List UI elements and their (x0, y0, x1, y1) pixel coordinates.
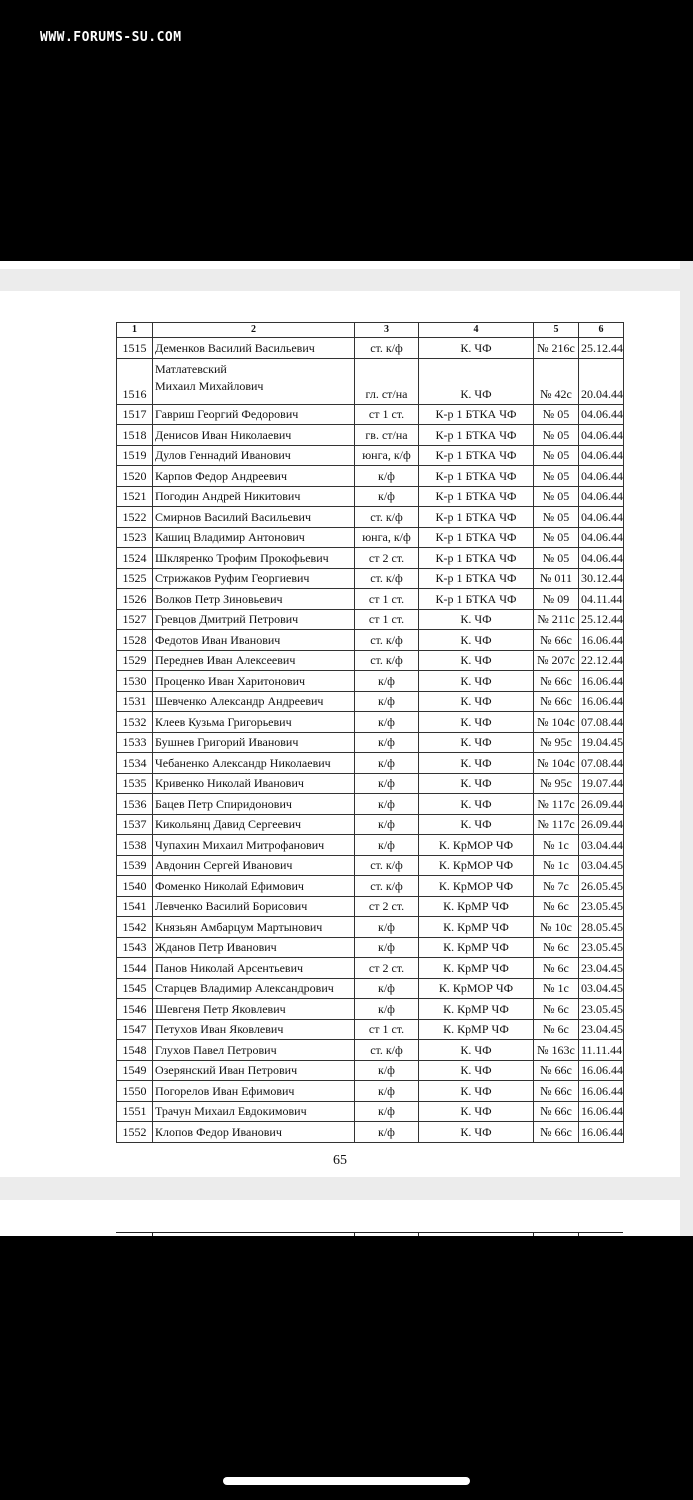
order-number: № 05 (534, 507, 579, 528)
rank-cell: к/ф (355, 712, 419, 733)
person-name: Шкляренко Трофим Прокофьевич (153, 548, 355, 569)
order-date: 26.09.44 (579, 794, 624, 815)
table-row (117, 1122, 624, 1143)
order-date: 04.11.44 (579, 589, 624, 610)
row-number: 1550 (117, 1081, 153, 1102)
rank-cell: ст 1 ст. (355, 589, 419, 610)
order-number: № 05 (534, 425, 579, 446)
person-name: Клеев Кузьма Григорьевич (153, 712, 355, 733)
table-row (117, 1040, 624, 1061)
order-number: № 7с (534, 876, 579, 897)
row-number: 1515 (117, 338, 153, 359)
unit-cell: К. КрМОР ЧФ (419, 835, 534, 856)
rank-cell: к/ф (355, 691, 419, 712)
order-date: 30.12.44 (579, 568, 624, 589)
table-row (117, 671, 624, 692)
row-number: 1534 (117, 753, 153, 774)
row-number: 1541 (117, 896, 153, 917)
order-date: 22.12.44 (579, 650, 624, 671)
table-row (117, 548, 624, 569)
rank-cell: к/ф (355, 978, 419, 999)
person-name: Карпов Федор Андреевич (153, 466, 355, 487)
order-number: № 6с (534, 937, 579, 958)
unit-cell: К. ЧФ (419, 1081, 534, 1102)
order-date: 23.04.45 (579, 958, 624, 979)
rank-cell: к/ф (355, 1081, 419, 1102)
order-number: № 66с (534, 691, 579, 712)
person-name: Погодин Андрей Никитович (153, 486, 355, 507)
unit-cell: К. КрМОР ЧФ (419, 876, 534, 897)
order-date: 03.04.45 (579, 978, 624, 999)
person-name: Волков Петр Зиновьевич (153, 589, 355, 610)
table-row (117, 1101, 624, 1122)
row-number: 1529 (117, 650, 153, 671)
order-date: 07.08.44 (579, 753, 624, 774)
row-number: 1522 (117, 507, 153, 528)
unit-cell: К. КрМОР ЧФ (419, 978, 534, 999)
rank-cell: к/ф (355, 999, 419, 1020)
unit-cell: К. ЧФ (419, 671, 534, 692)
row-number: 1551 (117, 1101, 153, 1122)
rank-cell: юнга, к/ф (355, 527, 419, 548)
order-date: 25.12.44 (579, 609, 624, 630)
rank-cell: ст. к/ф (355, 855, 419, 876)
table-row (117, 1060, 624, 1081)
order-date: 07.08.44 (579, 712, 624, 733)
table-row (117, 609, 624, 630)
rank-cell: ст 2 ст. (355, 958, 419, 979)
order-number: № 6с (534, 1019, 579, 1040)
order-number: № 011 (534, 568, 579, 589)
unit-cell: К. ЧФ (419, 630, 534, 651)
table-row (117, 358, 624, 404)
person-name (153, 358, 355, 404)
table-row (117, 338, 624, 359)
order-date: 16.06.44 (579, 1101, 624, 1122)
rank-cell: ст 2 ст. (355, 896, 419, 917)
person-name: Глухов Павел Петрович (153, 1040, 355, 1061)
order-number: № 66с (534, 671, 579, 692)
unit-cell: К. ЧФ (419, 358, 534, 404)
unit-cell: К. ЧФ (419, 691, 534, 712)
order-date: 16.06.44 (579, 1081, 624, 1102)
order-date: 19.07.44 (579, 773, 624, 794)
rank-cell: к/ф (355, 794, 419, 815)
row-number: 1543 (117, 937, 153, 958)
col-header-1: 1 (117, 323, 153, 338)
document-page (0, 291, 680, 1177)
roster-table (116, 322, 624, 1143)
rank-cell: к/ф (355, 814, 419, 835)
row-number: 1517 (117, 404, 153, 425)
person-name: Кривенко Николай Иванович (153, 773, 355, 794)
row-number: 1549 (117, 1060, 153, 1081)
person-name: Князьян Амбарцум Мартынович (153, 917, 355, 938)
table-row (117, 978, 624, 999)
row-number: 1527 (117, 609, 153, 630)
table-row (117, 650, 624, 671)
rank-cell: к/ф (355, 1060, 419, 1081)
table-row (117, 773, 624, 794)
page-number: 65 (333, 1153, 347, 1168)
order-date: 04.06.44 (579, 404, 624, 425)
table-row (117, 466, 624, 487)
row-number: 1519 (117, 445, 153, 466)
order-number: № 95с (534, 732, 579, 753)
previous-page-edge (0, 261, 680, 269)
unit-cell: К. ЧФ (419, 1060, 534, 1081)
row-number: 1539 (117, 855, 153, 876)
order-number: № 09 (534, 589, 579, 610)
order-number: № 66с (534, 1101, 579, 1122)
order-date: 11.11.44 (579, 1040, 624, 1061)
rank-cell: ст. к/ф (355, 568, 419, 589)
order-date: 16.06.44 (579, 630, 624, 651)
order-number: № 211с (534, 609, 579, 630)
rank-cell: к/ф (355, 671, 419, 692)
order-date: 03.04.44 (579, 835, 624, 856)
col-header-2: 2 (153, 323, 355, 338)
row-number: 1548 (117, 1040, 153, 1061)
rank-cell: ст. к/ф (355, 630, 419, 651)
person-name: Чебаненко Александр Николаевич (153, 753, 355, 774)
order-date: 04.06.44 (579, 486, 624, 507)
order-date: 04.06.44 (579, 425, 624, 446)
col-header-5: 5 (534, 323, 579, 338)
order-date: 04.06.44 (579, 507, 624, 528)
unit-cell: К. КрМР ЧФ (419, 1019, 534, 1040)
rank-cell: к/ф (355, 1122, 419, 1143)
order-date: 23.05.45 (579, 937, 624, 958)
order-date: 25.12.44 (579, 338, 624, 359)
order-number: № 66с (534, 630, 579, 651)
order-number: № 6с (534, 958, 579, 979)
row-number: 1528 (117, 630, 153, 651)
table-body (117, 338, 624, 1143)
order-number: № 66с (534, 1060, 579, 1081)
table-row (117, 937, 624, 958)
person-name: Чупахин Михаил Митрофанович (153, 835, 355, 856)
row-number: 1547 (117, 1019, 153, 1040)
row-number: 1533 (117, 732, 153, 753)
unit-cell: К. ЧФ (419, 773, 534, 794)
table-row (117, 958, 624, 979)
row-number: 1521 (117, 486, 153, 507)
person-name: Погорелов Иван Ефимович (153, 1081, 355, 1102)
row-number: 1552 (117, 1122, 153, 1143)
order-number: № 95с (534, 773, 579, 794)
rank-cell: к/ф (355, 486, 419, 507)
order-number: № 207с (534, 650, 579, 671)
unit-cell: К. КрМР ЧФ (419, 917, 534, 938)
rank-cell: к/ф (355, 466, 419, 487)
table-row (117, 527, 624, 548)
order-number: № 1с (534, 835, 579, 856)
unit-cell: К. ЧФ (419, 1101, 534, 1122)
row-number: 1545 (117, 978, 153, 999)
person-name: Клопов Федор Иванович (153, 1122, 355, 1143)
table-header (117, 323, 624, 338)
order-date: 26.05.45 (579, 876, 624, 897)
row-number: 1526 (117, 589, 153, 610)
rank-cell: гв. ст/на (355, 425, 419, 446)
header-row (117, 323, 624, 338)
unit-cell: К. КрМР ЧФ (419, 937, 534, 958)
person-name: Шевченко Александр Андреевич (153, 691, 355, 712)
person-name: Бацев Петр Спиридонович (153, 794, 355, 815)
table-row (117, 507, 624, 528)
person-name: Авдонин Сергей Иванович (153, 855, 355, 876)
person-name: Проценко Иван Харитонович (153, 671, 355, 692)
row-number: 1540 (117, 876, 153, 897)
row-number: 1525 (117, 568, 153, 589)
order-number: № 05 (534, 527, 579, 548)
unit-cell: К. КрМОР ЧФ (419, 855, 534, 876)
row-number: 1523 (117, 527, 153, 548)
person-name: Гревцов Дмитрий Петрович (153, 609, 355, 630)
order-date: 04.06.44 (579, 527, 624, 548)
table-row (117, 999, 624, 1020)
col-header-6: 6 (579, 323, 624, 338)
person-name: Озерянский Иван Петрович (153, 1060, 355, 1081)
col-header-4: 4 (419, 323, 534, 338)
person-name: Шевгеня Петр Яковлевич (153, 999, 355, 1020)
order-date: 16.06.44 (579, 671, 624, 692)
table-row (117, 876, 624, 897)
order-number: № 05 (534, 404, 579, 425)
unit-cell: К-р 1 БТКА ЧФ (419, 589, 534, 610)
next-page-edge (0, 1200, 680, 1236)
unit-cell: К. КрМР ЧФ (419, 999, 534, 1020)
row-number: 1531 (117, 691, 153, 712)
order-date: 04.06.44 (579, 445, 624, 466)
order-date: 23.05.45 (579, 896, 624, 917)
person-name-line1: Матлатевский (155, 361, 227, 376)
person-name: Петухов Иван Яковлевич (153, 1019, 355, 1040)
table-row (117, 855, 624, 876)
table-row (117, 691, 624, 712)
rank-cell: ст. к/ф (355, 338, 419, 359)
next-table-top-rule (116, 1232, 623, 1233)
row-number: 1524 (117, 548, 153, 569)
row-number: 1546 (117, 999, 153, 1020)
table-row (117, 896, 624, 917)
order-number: № 66с (534, 1081, 579, 1102)
table-row (117, 712, 624, 733)
row-number: 1535 (117, 773, 153, 794)
order-number: № 10с (534, 917, 579, 938)
rank-cell: к/ф (355, 732, 419, 753)
order-number: № 42с (534, 358, 579, 404)
unit-cell: К. ЧФ (419, 753, 534, 774)
order-number: № 163с (534, 1040, 579, 1061)
order-number: № 216с (534, 338, 579, 359)
order-date: 16.06.44 (579, 1122, 624, 1143)
person-name: Кашиц Владимир Антонович (153, 527, 355, 548)
rank-cell: гл. ст/на (355, 358, 419, 404)
row-number: 1542 (117, 917, 153, 938)
table-row (117, 732, 624, 753)
person-name: Деменков Василий Васильевич (153, 338, 355, 359)
row-number: 1538 (117, 835, 153, 856)
row-number: 1516 (117, 358, 153, 404)
table-row (117, 630, 624, 651)
table-row (117, 753, 624, 774)
order-date: 26.09.44 (579, 814, 624, 835)
rank-cell: ст 2 ст. (355, 548, 419, 569)
order-date: 19.04.45 (579, 732, 624, 753)
rank-cell: ст. к/ф (355, 1040, 419, 1061)
table-row (117, 486, 624, 507)
person-name: Панов Николай Арсентьевич (153, 958, 355, 979)
person-name: Бушнев Григорий Иванович (153, 732, 355, 753)
order-date: 20.04.44 (579, 358, 624, 404)
unit-cell: К-р 1 БТКА ЧФ (419, 466, 534, 487)
order-number: № 6с (534, 896, 579, 917)
person-name: Денисов Иван Николаевич (153, 425, 355, 446)
rank-cell: ст. к/ф (355, 507, 419, 528)
rank-cell: юнга, к/ф (355, 445, 419, 466)
unit-cell: К-р 1 БТКА ЧФ (419, 404, 534, 425)
person-name: Переднев Иван Алексеевич (153, 650, 355, 671)
order-number: № 1с (534, 978, 579, 999)
order-date: 03.04.45 (579, 855, 624, 876)
table-row (117, 794, 624, 815)
row-number: 1532 (117, 712, 153, 733)
rank-cell: ст 1 ст. (355, 609, 419, 630)
table-row (117, 568, 624, 589)
order-date: 16.06.44 (579, 1060, 624, 1081)
unit-cell: К-р 1 БТКА ЧФ (419, 527, 534, 548)
order-number: № 05 (534, 486, 579, 507)
table-row (117, 589, 624, 610)
order-date: 28.05.45 (579, 917, 624, 938)
rank-cell: к/ф (355, 1101, 419, 1122)
unit-cell: К-р 1 БТКА ЧФ (419, 548, 534, 569)
person-name: Дулов Геннадий Иванович (153, 445, 355, 466)
row-number: 1520 (117, 466, 153, 487)
order-number: № 05 (534, 466, 579, 487)
order-date: 04.06.44 (579, 466, 624, 487)
order-number: № 6с (534, 999, 579, 1020)
unit-cell: К. ЧФ (419, 1040, 534, 1061)
table-row (117, 1081, 624, 1102)
unit-cell: К-р 1 БТКА ЧФ (419, 568, 534, 589)
unit-cell: К. ЧФ (419, 712, 534, 733)
order-date: 16.06.44 (579, 691, 624, 712)
person-name: Жданов Петр Иванович (153, 937, 355, 958)
person-name: Левченко Василий Борисович (153, 896, 355, 917)
unit-cell: К-р 1 БТКА ЧФ (419, 445, 534, 466)
rank-cell: к/ф (355, 753, 419, 774)
rank-cell: к/ф (355, 937, 419, 958)
table-row (117, 445, 624, 466)
table-row (117, 425, 624, 446)
site-watermark: WWW.FORUMS-SU.COM (40, 30, 182, 45)
person-name: Гавриш Георгий Федорович (153, 404, 355, 425)
rank-cell: ст 1 ст. (355, 404, 419, 425)
order-number: № 117с (534, 794, 579, 815)
unit-cell: К. КрМР ЧФ (419, 896, 534, 917)
unit-cell: К. ЧФ (419, 609, 534, 630)
rank-cell: к/ф (355, 917, 419, 938)
rank-cell: ст 1 ст. (355, 1019, 419, 1040)
unit-cell: К-р 1 БТКА ЧФ (419, 507, 534, 528)
row-number: 1518 (117, 425, 153, 446)
order-number: № 05 (534, 548, 579, 569)
rank-cell: ст. к/ф (355, 650, 419, 671)
row-number: 1530 (117, 671, 153, 692)
order-number: № 117с (534, 814, 579, 835)
row-number: 1544 (117, 958, 153, 979)
person-name: Кикольянц Давид Сергеевич (153, 814, 355, 835)
person-name-line2: Михаил Михайлович (155, 378, 264, 393)
order-number: № 1с (534, 855, 579, 876)
order-date: 23.04.45 (579, 1019, 624, 1040)
order-number: № 104с (534, 753, 579, 774)
home-indicator[interactable] (223, 1477, 470, 1485)
rank-cell: к/ф (355, 835, 419, 856)
row-number: 1536 (117, 794, 153, 815)
unit-cell: К. ЧФ (419, 338, 534, 359)
person-name: Смирнов Василий Васильевич (153, 507, 355, 528)
order-number: № 66с (534, 1122, 579, 1143)
unit-cell: К-р 1 БТКА ЧФ (419, 486, 534, 507)
table-row (117, 1019, 624, 1040)
row-number: 1537 (117, 814, 153, 835)
unit-cell: К. ЧФ (419, 1122, 534, 1143)
unit-cell: К-р 1 БТКА ЧФ (419, 425, 534, 446)
unit-cell: К. ЧФ (419, 814, 534, 835)
unit-cell: К. ЧФ (419, 732, 534, 753)
table-row (117, 835, 624, 856)
rank-cell: ст. к/ф (355, 876, 419, 897)
order-date: 23.05.45 (579, 999, 624, 1020)
order-date: 04.06.44 (579, 548, 624, 569)
table-row (117, 814, 624, 835)
table-row (117, 404, 624, 425)
document-viewer[interactable] (0, 261, 693, 1236)
col-header-3: 3 (355, 323, 419, 338)
order-number: № 104с (534, 712, 579, 733)
unit-cell: К. ЧФ (419, 794, 534, 815)
unit-cell: К. ЧФ (419, 650, 534, 671)
person-name: Старцев Владимир Александрович (153, 978, 355, 999)
person-name: Федотов Иван Иванович (153, 630, 355, 651)
order-number: № 05 (534, 445, 579, 466)
person-name: Фоменко Николай Ефимович (153, 876, 355, 897)
person-name: Стрижаков Руфим Георгиевич (153, 568, 355, 589)
unit-cell: К. КрМР ЧФ (419, 958, 534, 979)
person-name: Трачун Михаил Евдокимович (153, 1101, 355, 1122)
rank-cell: к/ф (355, 773, 419, 794)
table-row (117, 917, 624, 938)
